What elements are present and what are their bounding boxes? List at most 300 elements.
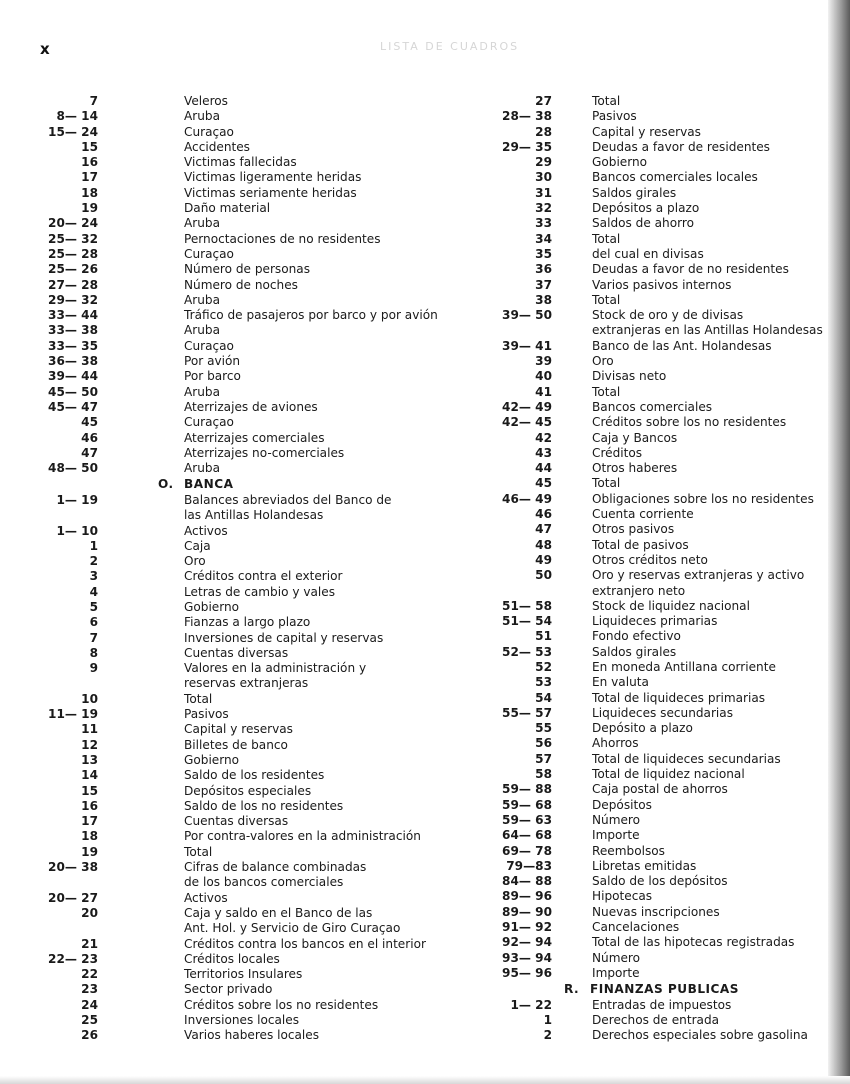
table-entry xyxy=(30,308,450,323)
table-number: 17 xyxy=(81,170,98,185)
table-title: Total xyxy=(184,844,213,859)
table-entry xyxy=(472,339,822,354)
table-title: Curaçao xyxy=(184,246,234,261)
table-entry xyxy=(30,508,450,523)
table-title: Cuentas diversas xyxy=(184,814,289,829)
table-number: 10 xyxy=(81,691,98,706)
table-title: de los bancos comerciales xyxy=(184,875,344,890)
table-title: Número de noches xyxy=(184,277,298,292)
table-number: 39— 44 xyxy=(48,369,98,384)
table-title: Depósitos a plazo xyxy=(592,201,700,216)
table-number: 20— 24 xyxy=(48,216,98,231)
table-entry xyxy=(30,446,450,461)
table-title: Victimas ligeramente heridas xyxy=(184,170,362,185)
table-title: Créditos sobre los no residentes xyxy=(184,997,379,1012)
table-title: Saldos girales xyxy=(592,644,677,659)
table-title: Billetes de banco xyxy=(184,737,288,752)
table-entry xyxy=(30,339,450,354)
table-title: Divisas neto xyxy=(592,369,667,384)
table-number: 55— 57 xyxy=(502,705,552,720)
table-title: Cancelaciones xyxy=(592,920,680,935)
table-entry xyxy=(30,278,450,293)
table-entry xyxy=(472,400,822,415)
table-title: Total xyxy=(592,231,621,246)
table-title: Aruba xyxy=(184,323,220,338)
table-entry xyxy=(472,247,822,262)
table-title: Total de pasivos xyxy=(592,537,689,552)
table-entry xyxy=(30,967,450,982)
table-entry xyxy=(30,493,450,508)
table-number: 48— 50 xyxy=(48,461,98,476)
table-title: Varios pasivos internos xyxy=(592,277,732,292)
table-number: 11 xyxy=(81,722,98,737)
table-entry xyxy=(472,323,822,338)
table-number: 5 xyxy=(89,600,98,614)
table-title: Por barco xyxy=(184,369,241,384)
table-number: 7 xyxy=(89,94,98,108)
table-title: Créditos contra los bancos en el interior xyxy=(184,936,426,951)
table-title: del cual en divisas xyxy=(592,246,704,261)
table-title: Derechos de entrada xyxy=(592,1013,720,1028)
table-entry xyxy=(472,798,822,813)
table-entry xyxy=(30,369,450,384)
table-number: 40 xyxy=(535,369,552,384)
table-entry xyxy=(472,385,822,400)
table-number: 59— 88 xyxy=(502,782,552,797)
table-entry xyxy=(472,998,822,1013)
table-number: 37 xyxy=(535,277,552,292)
table-number: 26 xyxy=(81,1028,98,1043)
table-entry xyxy=(472,232,822,247)
table-number: 12 xyxy=(81,737,98,752)
table-entry xyxy=(472,278,822,293)
table-number: 4 xyxy=(89,584,98,599)
table-title: las Antillas Holandesas xyxy=(184,508,324,523)
table-title: Cuentas diversas xyxy=(184,645,289,660)
table-entry xyxy=(472,660,822,675)
table-title: Cifras de balance combinadas xyxy=(184,860,367,875)
table-title: Inversiones locales xyxy=(184,1013,300,1028)
table-title: Caja postal de ahorros xyxy=(592,782,728,797)
table-title: Oro xyxy=(592,354,614,369)
table-number: 24 xyxy=(81,997,98,1012)
table-title: Número de personas xyxy=(184,262,311,277)
table-number: 33— 44 xyxy=(48,308,98,323)
table-title: Por contra-valores en la administración xyxy=(184,829,421,844)
table-title: Créditos xyxy=(592,445,643,460)
table-title: Saldo de los residentes xyxy=(184,768,325,783)
table-title: Veleros xyxy=(184,94,228,108)
table-number: 46— 49 xyxy=(502,491,552,506)
table-entry xyxy=(30,431,450,446)
table-number: 25 xyxy=(81,1013,98,1028)
table-entry xyxy=(30,829,450,844)
table-entry xyxy=(30,170,450,185)
table-number: 44 xyxy=(535,461,552,476)
table-entry xyxy=(472,431,822,446)
table-title: Nuevas inscripciones xyxy=(592,904,720,919)
table-title: extranjero neto xyxy=(592,583,686,598)
table-title: extranjeras en las Antillas Holandesas xyxy=(592,323,823,338)
table-number: 59— 68 xyxy=(502,797,552,812)
table-number: 20— 38 xyxy=(48,860,98,875)
table-number: 3 xyxy=(89,569,98,584)
table-number: 33— 35 xyxy=(48,338,98,353)
table-number: 69— 78 xyxy=(502,843,552,858)
table-title: Total de liquideces secundarias xyxy=(592,751,781,766)
table-number: 55 xyxy=(535,721,552,736)
table-entry xyxy=(472,629,822,644)
table-number: 49 xyxy=(535,552,552,567)
table-title: Victimas seriamente heridas xyxy=(184,185,357,200)
table-entry xyxy=(30,232,450,247)
table-entry xyxy=(30,461,450,476)
table-number: 13 xyxy=(81,752,98,767)
table-entry xyxy=(472,369,822,384)
table-entry xyxy=(30,676,450,691)
table-entry xyxy=(30,186,450,201)
table-title: Curaçao xyxy=(184,338,234,353)
table-number: 21 xyxy=(81,936,98,951)
table-entry xyxy=(472,905,822,920)
table-entry xyxy=(472,813,822,828)
table-entry xyxy=(472,614,822,629)
table-title: Obligaciones sobre los no residentes xyxy=(592,491,814,506)
section-title-text: FINANZAS PUBLICAS xyxy=(590,982,739,997)
table-title: Aruba xyxy=(184,216,220,231)
table-entry xyxy=(472,721,822,736)
table-title: Balances abreviados del Banco de xyxy=(184,492,392,507)
table-entry xyxy=(472,109,822,124)
table-entry xyxy=(30,860,450,875)
table-number: 42 xyxy=(535,430,552,445)
table-title: Caja y Bancos xyxy=(592,430,678,445)
table-title: Fianzas a largo plazo xyxy=(184,615,311,630)
table-title: Ant. Hol. y Servicio de Giro Curaçao xyxy=(184,921,401,936)
table-title: Número xyxy=(592,812,641,827)
table-title: Saldos girales xyxy=(592,185,677,200)
table-number: 56 xyxy=(535,736,552,751)
table-number: 34 xyxy=(535,231,552,246)
table-title: Total xyxy=(592,94,621,108)
table-number: 45 xyxy=(81,415,98,430)
table-title: Liquideces primarias xyxy=(592,614,718,629)
right-column xyxy=(472,94,822,1044)
table-title: Aterrizajes comerciales xyxy=(184,430,325,445)
table-entry xyxy=(472,782,822,797)
table-number: 79—83 xyxy=(506,858,552,873)
table-number: 20— 27 xyxy=(48,890,98,905)
table-title: Activos xyxy=(184,890,228,905)
table-number: 31 xyxy=(535,185,552,200)
table-title: Aterrizajes no-comerciales xyxy=(184,445,345,460)
table-number: 1 xyxy=(89,538,98,553)
table-number: 52— 53 xyxy=(502,644,552,659)
table-entry xyxy=(30,201,450,216)
table-entry xyxy=(30,891,450,906)
table-number: 45 xyxy=(535,476,552,491)
table-entry xyxy=(472,951,822,966)
table-title: Total xyxy=(592,292,621,307)
table-title: Derechos especiales sobre gasolina xyxy=(592,1028,808,1043)
table-title: Número xyxy=(592,950,641,965)
table-title: Caja xyxy=(184,538,211,553)
table-entry xyxy=(472,691,822,706)
table-title: Otros pasivos xyxy=(592,522,675,537)
table-title: Oro y reservas extranjeras y activo xyxy=(592,568,805,583)
table-entry xyxy=(472,354,822,369)
table-title: Capital y reservas xyxy=(592,124,701,139)
table-entry xyxy=(30,799,450,814)
table-number: 47 xyxy=(81,445,98,460)
table-title: Importe xyxy=(592,965,640,980)
table-entry xyxy=(472,874,822,889)
table-entry xyxy=(30,247,450,262)
table-number: 16 xyxy=(81,798,98,813)
table-entry xyxy=(472,155,822,170)
table-entry xyxy=(472,415,822,430)
table-entry xyxy=(30,631,450,646)
table-title: Varios haberes locales xyxy=(184,1028,320,1043)
table-number: 15 xyxy=(81,139,98,154)
table-number: 30 xyxy=(535,170,552,185)
table-entry xyxy=(472,216,822,231)
table-number: 1— 22 xyxy=(510,997,552,1012)
table-title: Fondo efectivo xyxy=(592,629,681,644)
table-number: 46 xyxy=(81,430,98,445)
table-entry xyxy=(30,845,450,860)
table-number: 53 xyxy=(535,675,552,690)
table-entry xyxy=(30,768,450,783)
table-number: 64— 68 xyxy=(502,828,552,843)
table-entry xyxy=(30,262,450,277)
left-column xyxy=(30,94,450,1044)
table-number: 52 xyxy=(535,659,552,674)
table-title: Gobierno xyxy=(184,752,240,767)
table-title: Curaçao xyxy=(184,124,234,139)
table-entry xyxy=(30,753,450,768)
table-entry xyxy=(472,553,822,568)
table-number: 45— 47 xyxy=(48,399,98,414)
table-number: 25— 28 xyxy=(48,246,98,261)
table-title: Saldos de ahorro xyxy=(592,216,694,231)
table-entry xyxy=(30,125,450,140)
section-title xyxy=(158,476,233,493)
table-number: 18 xyxy=(81,829,98,844)
table-entry xyxy=(30,906,450,921)
table-entry xyxy=(30,1028,450,1043)
table-number: 45— 50 xyxy=(48,384,98,399)
table-number: 25— 32 xyxy=(48,231,98,246)
table-number: 39— 41 xyxy=(502,338,552,353)
table-number: 29— 35 xyxy=(502,139,552,154)
table-entry xyxy=(472,752,822,767)
section-title xyxy=(564,981,739,998)
table-title: Liquideces secundarias xyxy=(592,705,734,720)
table-entry xyxy=(30,998,450,1013)
table-title: Créditos contra el exterior xyxy=(184,569,343,584)
table-title: Libretas emitidas xyxy=(592,858,697,873)
table-entry xyxy=(30,661,450,676)
table-title: Total xyxy=(184,691,213,706)
table-entry xyxy=(30,354,450,369)
table-number: 19 xyxy=(81,201,98,216)
table-entry xyxy=(472,1028,822,1043)
table-entry xyxy=(30,814,450,829)
table-title: Saldo de los no residentes xyxy=(184,798,344,813)
table-title: Gobierno xyxy=(184,600,240,614)
table-entry xyxy=(472,920,822,935)
table-title: Victimas fallecidas xyxy=(184,155,297,170)
section-letter: O. xyxy=(158,477,174,492)
table-number: 51— 54 xyxy=(502,614,552,629)
table-number: 8— 14 xyxy=(56,109,98,124)
table-number: 51 xyxy=(535,629,552,644)
table-number: 51— 58 xyxy=(502,598,552,613)
table-entry xyxy=(472,675,822,690)
table-title: Reembolsos xyxy=(592,843,665,858)
table-number: 58 xyxy=(535,767,552,782)
table-number: 89— 96 xyxy=(502,889,552,904)
table-title: Aruba xyxy=(184,461,220,476)
table-number: 11— 19 xyxy=(48,707,98,722)
table-title: Stock de oro y de divisas xyxy=(592,308,744,323)
table-number: 9 xyxy=(89,661,98,676)
table-entry xyxy=(472,201,822,216)
table-entry xyxy=(30,615,450,630)
table-number: 27— 28 xyxy=(48,277,98,292)
table-number: 29 xyxy=(535,155,552,170)
table-title: Aruba xyxy=(184,109,220,124)
table-entry xyxy=(30,692,450,707)
table-number: 15 xyxy=(81,783,98,798)
table-entry xyxy=(30,952,450,967)
table-title: Saldo de los depósitos xyxy=(592,874,728,889)
table-number: 59— 63 xyxy=(502,812,552,827)
table-title: Inversiones de capital y reservas xyxy=(184,630,384,645)
table-entry xyxy=(472,476,822,491)
table-title: Deudas a favor de residentes xyxy=(592,139,770,154)
table-number: 84— 88 xyxy=(502,874,552,889)
table-number: 41 xyxy=(535,384,552,399)
table-entry xyxy=(30,155,450,170)
table-entry xyxy=(30,982,450,997)
table-entry xyxy=(472,828,822,843)
table-number: 27 xyxy=(535,94,552,108)
table-number: 17 xyxy=(81,814,98,829)
table-entry xyxy=(472,492,822,507)
page-number: x xyxy=(40,40,50,58)
table-number: 36— 38 xyxy=(48,354,98,369)
table-title: Daño material xyxy=(184,201,271,216)
table-title: Letras de cambio y vales xyxy=(184,584,335,599)
table-title: Aterrizajes de aviones xyxy=(184,399,318,414)
table-title: Ahorros xyxy=(592,736,639,751)
table-title: Tráfico de pasajeros por barco y por avión xyxy=(184,308,438,323)
table-number: 42— 45 xyxy=(502,415,552,430)
table-title: Bancos comerciales xyxy=(592,399,713,414)
table-number: 39 xyxy=(535,354,552,369)
table-entry xyxy=(30,738,450,753)
table-title: En valuta xyxy=(592,675,649,690)
table-entry xyxy=(472,446,822,461)
table-entry xyxy=(472,767,822,782)
table-entry xyxy=(30,293,450,308)
table-entry xyxy=(472,507,822,522)
table-title: Entradas de impuestos xyxy=(592,997,732,1012)
table-number: 23 xyxy=(81,982,98,997)
table-number: 42— 49 xyxy=(502,399,552,414)
table-entry xyxy=(472,186,822,201)
table-number: 25— 26 xyxy=(48,262,98,277)
table-entry xyxy=(30,109,450,124)
section-heading xyxy=(30,476,450,493)
table-number: 16 xyxy=(81,155,98,170)
table-number: 14 xyxy=(81,768,98,783)
table-number: 92— 94 xyxy=(502,935,552,950)
table-number: 7 xyxy=(89,630,98,645)
table-number: 19 xyxy=(81,844,98,859)
table-title: Territorios Insulares xyxy=(184,967,303,982)
table-title: Por avión xyxy=(184,354,241,369)
table-entry xyxy=(30,722,450,737)
table-entry xyxy=(30,875,450,890)
table-number: 1— 19 xyxy=(56,492,98,507)
table-number: 43 xyxy=(535,445,552,460)
table-title: En moneda Antillana corriente xyxy=(592,659,776,674)
table-number: 93— 94 xyxy=(502,950,552,965)
table-entry xyxy=(30,554,450,569)
table-title: Sector privado xyxy=(184,982,273,997)
table-title: Total de liquidez nacional xyxy=(592,767,745,782)
table-entry xyxy=(30,216,450,231)
table-title: Otros créditos neto xyxy=(592,552,708,567)
table-number: 1— 10 xyxy=(56,523,98,538)
table-entry xyxy=(472,844,822,859)
table-entry xyxy=(472,308,822,323)
table-entry xyxy=(30,415,450,430)
table-entry xyxy=(30,600,450,615)
table-entry xyxy=(30,323,450,338)
table-number: 28 xyxy=(535,124,552,139)
table-entry xyxy=(472,461,822,476)
table-entry xyxy=(472,140,822,155)
page-bottom-edge xyxy=(0,1076,850,1084)
table-entry xyxy=(472,645,822,660)
table-entry xyxy=(30,400,450,415)
table-entry xyxy=(472,125,822,140)
table-entry xyxy=(472,170,822,185)
table-number: 38 xyxy=(535,292,552,307)
table-entry xyxy=(30,569,450,584)
table-entry xyxy=(30,784,450,799)
table-number: 8 xyxy=(89,645,98,660)
table-title: Oro xyxy=(184,554,206,569)
table-entry xyxy=(472,706,822,721)
table-title: Caja y saldo en el Banco de las xyxy=(184,905,373,920)
table-title: Pasivos xyxy=(184,707,229,722)
table-title: reservas extranjeras xyxy=(184,676,309,691)
table-entry xyxy=(472,538,822,553)
table-title: Total xyxy=(592,476,621,491)
table-title: Capital y reservas xyxy=(184,722,293,737)
table-title: Depósito a plazo xyxy=(592,721,693,736)
table-title: Créditos sobre los no residentes xyxy=(592,415,787,430)
table-number: 46 xyxy=(535,507,552,522)
table-number: 95— 96 xyxy=(502,965,552,980)
table-title: Gobierno xyxy=(592,155,648,170)
table-entry xyxy=(30,921,450,936)
